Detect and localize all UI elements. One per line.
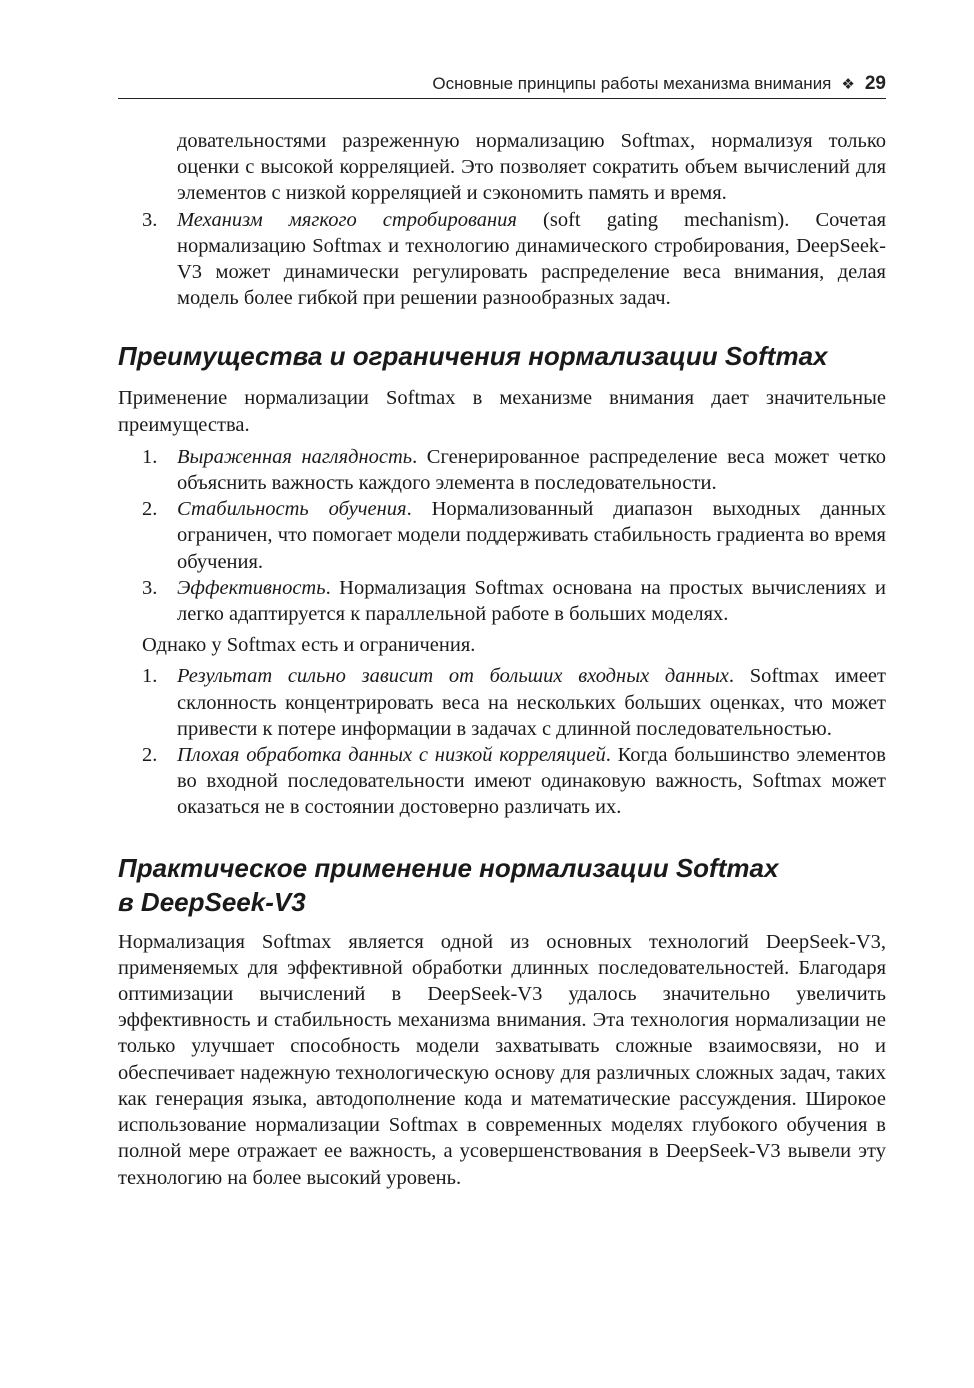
list-term: Стабильность обучения (177, 498, 407, 521)
list-number: 3. (142, 208, 158, 231)
section-heading-line: Практическое применение нормализации Softmax (118, 852, 779, 883)
page-number: 29 (864, 73, 886, 94)
list-item (118, 496, 886, 575)
limitations-list (118, 663, 886, 820)
list-number: 1. (142, 445, 158, 468)
list-text: . Нормализация Softmax основана на простых вычислениях и легко адаптируется к параллельной работе в больших моделях. (177, 576, 886, 626)
list-item (118, 663, 886, 742)
section-intro-paragraph: Применение нормализации Softmax в механизме внимания дает значительные преимущества. (118, 387, 886, 436)
page-content (118, 128, 886, 1191)
limitations-intro: Однако у Softmax есть и ограничения. (142, 634, 476, 657)
list-number: 2. (142, 498, 158, 521)
list-text: (soft gating mechanism). Сочетая нормализацию Softmax и технологию динамического стробирования, DeepSeek-V3 может динамически регулировать распределение веса внимания, делая модель более гибкой при решении разнообразных задач. (177, 208, 886, 310)
list-term: Плохая обработка данных с низкой корреляцией (177, 744, 606, 767)
list-number: 3. (142, 576, 158, 599)
ornament-separator: ❖ (841, 76, 855, 93)
list-item (118, 207, 886, 312)
list-item (118, 444, 886, 496)
section-heading-line: в DeepSeek-V3 (118, 886, 306, 917)
running-header-title: Основные принципы работы механизма внимания (432, 74, 832, 93)
list-term: Результат сильно зависит от больших входных данных (177, 665, 729, 688)
list-item (118, 575, 886, 627)
list-text: . Softmax имеет склонность концентрировать веса на нескольких больших оценках, что может привести к потере информации в задачах с длинной последовательностью. (177, 665, 886, 740)
section-heading-practical (118, 851, 886, 919)
section-body-paragraph: Нормализация Softmax является одной из основных технологий DeepSeek-V3, применяемых для эффективной обработки длинных последовательностей. Благодаря оптимизации вычислений в DeepSeek-V3 удалось значительно увеличить эффективность и стабильность механизма внимания. Эта технология нормализации не только улучшает способность модели захватывать сложные взаимосвязи, но и обеспечивает надежную технологическую основу для различных сложных задач, таких как генерация языка, автодополнение кода и математические рассуждения. Широкое использование нормализации Softmax в современных моделях глубокого обучения в полной мере отражает ее важность, а усовершенствования в DeepSeek-V3 вывели эту технологию на более высокий уровень. (118, 930, 886, 1189)
continued-list-text: довательностями разреженную нормализацию Softmax, нормализуя только оценки с высокой корреляцией. Это позволяет сократить объем вычислений для элементов с низкой корреляцией и сэкономить память и время. (177, 130, 886, 205)
list-text: . Сгенерированное распределение веса может четко объяснить важность каждого элемента в последовательности. (177, 445, 886, 495)
list-item (118, 742, 886, 821)
list-number: 2. (142, 744, 158, 767)
advantages-list (118, 444, 886, 627)
section-heading-advantages: Преимущества и ограничения нормализации Softmax (118, 341, 828, 372)
list-text: . Когда большинство элементов во входной последовательности имеют одинаковую важность, Softmax может оказаться не в состоянии достоверно различать их. (177, 744, 886, 819)
list-number: 1. (142, 665, 158, 688)
list-text: . Нормализованный диапазон выходных данных ограничен, что помогает модели поддерживать стабильность градиента во время обучения. (177, 498, 886, 573)
running-header (118, 70, 886, 99)
top-list (118, 207, 886, 312)
list-term: Выраженная наглядность (177, 445, 413, 468)
list-term: Механизм мягкого стробирования (177, 208, 517, 231)
list-term: Эффективность (177, 576, 326, 599)
